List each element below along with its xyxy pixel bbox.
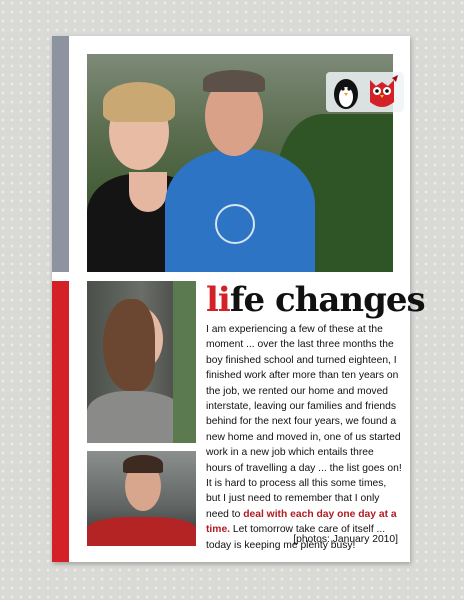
title-accent: li <box>206 280 230 320</box>
photo-boy <box>87 451 196 546</box>
boy-shirt <box>87 517 196 546</box>
photo-girl <box>87 281 196 443</box>
man-hair <box>203 70 265 92</box>
photo-caption: [photos: January 2010] <box>293 534 398 545</box>
title-rest: fe changes <box>229 280 425 320</box>
woman-hair <box>103 82 175 122</box>
journal-highlight: deal with each day one day at a time. <box>206 508 397 536</box>
girl-hair <box>103 299 155 391</box>
journal-text-before: I am experiencing a few of these at the moment ... over the last three months the boy finished school and turned eighteen, I finished work after more than ten years on the job, we rented our home and moved interstate, leaving our families and friends behind for the next four years, we found a new home and moved in, one of us started work in a new job which entails three hours of travelling a day ... the list goes on! It is hard to process all this some times, but I just need to remember that I only need to <box>206 324 402 520</box>
window-view <box>173 281 196 443</box>
journal-text-after: Let tomorrow take care of itself ... today is keeping me plenty busy! <box>206 524 386 551</box>
sticker-decorations <box>326 72 404 112</box>
page-title <box>206 280 425 320</box>
woman-neck <box>129 172 167 212</box>
shirt-graphic <box>215 204 255 244</box>
girl-shirt <box>87 391 187 443</box>
penguin-icon <box>334 79 358 109</box>
boy-hair <box>123 455 163 473</box>
journal-text <box>206 322 402 553</box>
red-stripe <box>52 281 69 562</box>
gray-stripe <box>52 36 69 272</box>
